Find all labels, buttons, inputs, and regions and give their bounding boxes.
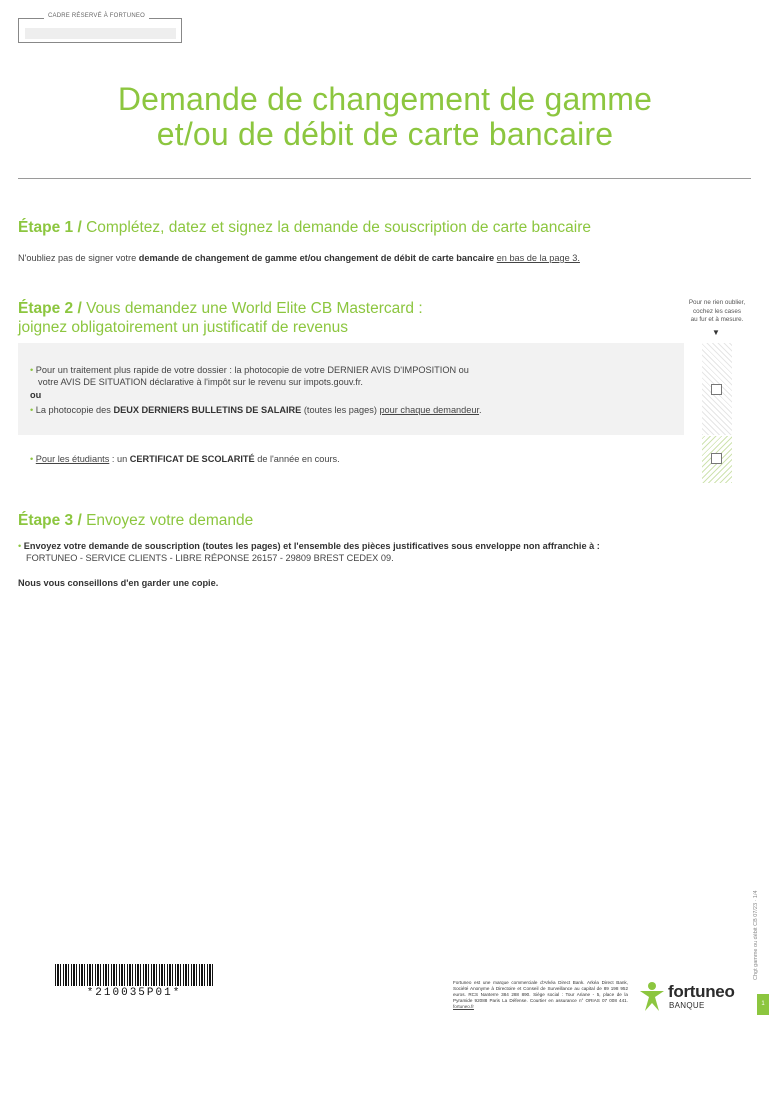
logo-name: fortuneo	[668, 982, 735, 1001]
item2-before: La photocopie des	[35, 405, 114, 415]
star-person-icon	[638, 980, 666, 1012]
barcode	[55, 964, 213, 986]
title-line-2: et/ou de débit de carte bancaire	[156, 116, 614, 152]
step1-text-bold: demande de changement de gamme et/ou changement de débit de carte bancaire	[138, 253, 495, 263]
reserved-frame	[18, 13, 182, 43]
reserved-label: CADRE RÉSERVÉ À FORTUNEO	[44, 13, 149, 19]
item2-after: (toutes les pages)	[301, 405, 380, 415]
item3-bold: CERTIFICAT DE SCOLARITÉ	[129, 454, 255, 464]
item2-end: .	[479, 405, 482, 415]
bullet-icon: •	[30, 365, 34, 375]
item3-after: de l'année en cours.	[254, 454, 340, 464]
step3-heading-bold: Étape 3 /	[18, 512, 82, 529]
step2-heading-text: Vous demandez une World Elite CB Mastercard :	[86, 300, 423, 317]
checkbox-reminder-note	[686, 299, 748, 325]
legal-text: Fortuneo est une marque commerciale d'Arkéa Direct Bank. Arkéa Direct Bank, Société Anonyme à Directoire et Conseil de Surveillance au capital de 89 198 952 euros. RCS Nanterre 384 288 890. Siège social : Tour Ariane - 5, place de la Pyramide 92088 Paris La Défense. Courtier en assurance n° ORIAS 07 008 441.	[453, 980, 628, 1003]
legal-notice	[453, 980, 628, 1010]
step1-page3-link[interactable]: en bas de la page 3.	[496, 253, 580, 263]
down-arrow-icon: ▼	[712, 328, 720, 337]
item3-before: : un	[109, 454, 130, 464]
note-line-3: au fur et à mesure.	[690, 316, 744, 323]
page-title	[0, 82, 770, 152]
or-separator: ou	[30, 390, 42, 400]
step1-text-before: N'oubliez pas de signer votre	[18, 253, 139, 263]
step3-heading	[18, 510, 253, 531]
note-line-1: Pour ne rien oublier,	[688, 299, 746, 306]
income-proof-checkbox[interactable]	[711, 384, 722, 395]
item3-text	[30, 453, 340, 465]
reserved-field[interactable]	[25, 28, 176, 39]
bullet-icon: •	[18, 541, 22, 551]
item2-link[interactable]: pour chaque demandeur	[379, 405, 480, 415]
step3-address: FORTUNEO - SERVICE CLIENTS - LIBRE RÉPONSE 26157 - 29809 BREST CEDEX 09.	[26, 553, 394, 563]
item1-text	[30, 364, 670, 388]
item2-bold: DEUX DERNIERS BULLETINS DE SALAIRE	[113, 405, 302, 415]
step2-heading	[18, 298, 423, 319]
note-line-2: cochez les cases	[693, 307, 741, 315]
vertical-reference: Chgt gamme ou débit CB 07/23 · 1/4	[753, 890, 759, 980]
step3-instruction	[18, 540, 758, 564]
item1-line1: Pour un traitement plus rapide de votre dossier : la photocopie de votre DERNIER AVIS D'IMPOSITION ou	[35, 365, 469, 375]
step2-heading-bold: Étape 2 /	[18, 300, 82, 317]
fortuneo-logo	[638, 980, 748, 1014]
student-certificate-checkbox[interactable]	[711, 453, 722, 464]
title-divider	[18, 178, 751, 179]
item2-text	[30, 404, 670, 416]
step2-heading-line2: joignez obligatoirement un justificatif de revenus	[18, 319, 348, 336]
income-proof-box	[18, 343, 684, 435]
barcode-text: *210035P01*	[86, 987, 182, 999]
logo-subtitle: BANQUE	[669, 1001, 705, 1010]
title-line-1: Demande de changement de gamme	[117, 81, 653, 117]
bullet-icon: •	[30, 454, 34, 464]
fortuneo-link[interactable]: fortuneo.fr	[453, 1004, 474, 1009]
step1-heading-bold: Étape 1 /	[18, 219, 82, 236]
page-number: 1	[757, 994, 769, 1015]
step1-heading	[18, 217, 591, 238]
step3-heading-text: Envoyez votre demande	[86, 512, 254, 529]
students-link[interactable]: Pour les étudiants	[35, 454, 110, 464]
step1-heading-text: Complétez, datez et signez la demande de souscription de carte bancaire	[86, 219, 591, 236]
step3-line1: Envoyez votre demande de souscription (toutes les pages) et l'ensemble des pièces justificatives sous enveloppe non affranchie à :	[23, 541, 600, 551]
keep-copy-advice: Nous vous conseillons d'en garder une copie.	[18, 578, 219, 588]
step1-instruction	[18, 252, 580, 264]
bullet-icon: •	[30, 405, 34, 415]
item1-line2: votre AVIS DE SITUATION déclarative à l'impôt sur le revenu sur impots.gouv.fr.	[38, 377, 363, 387]
